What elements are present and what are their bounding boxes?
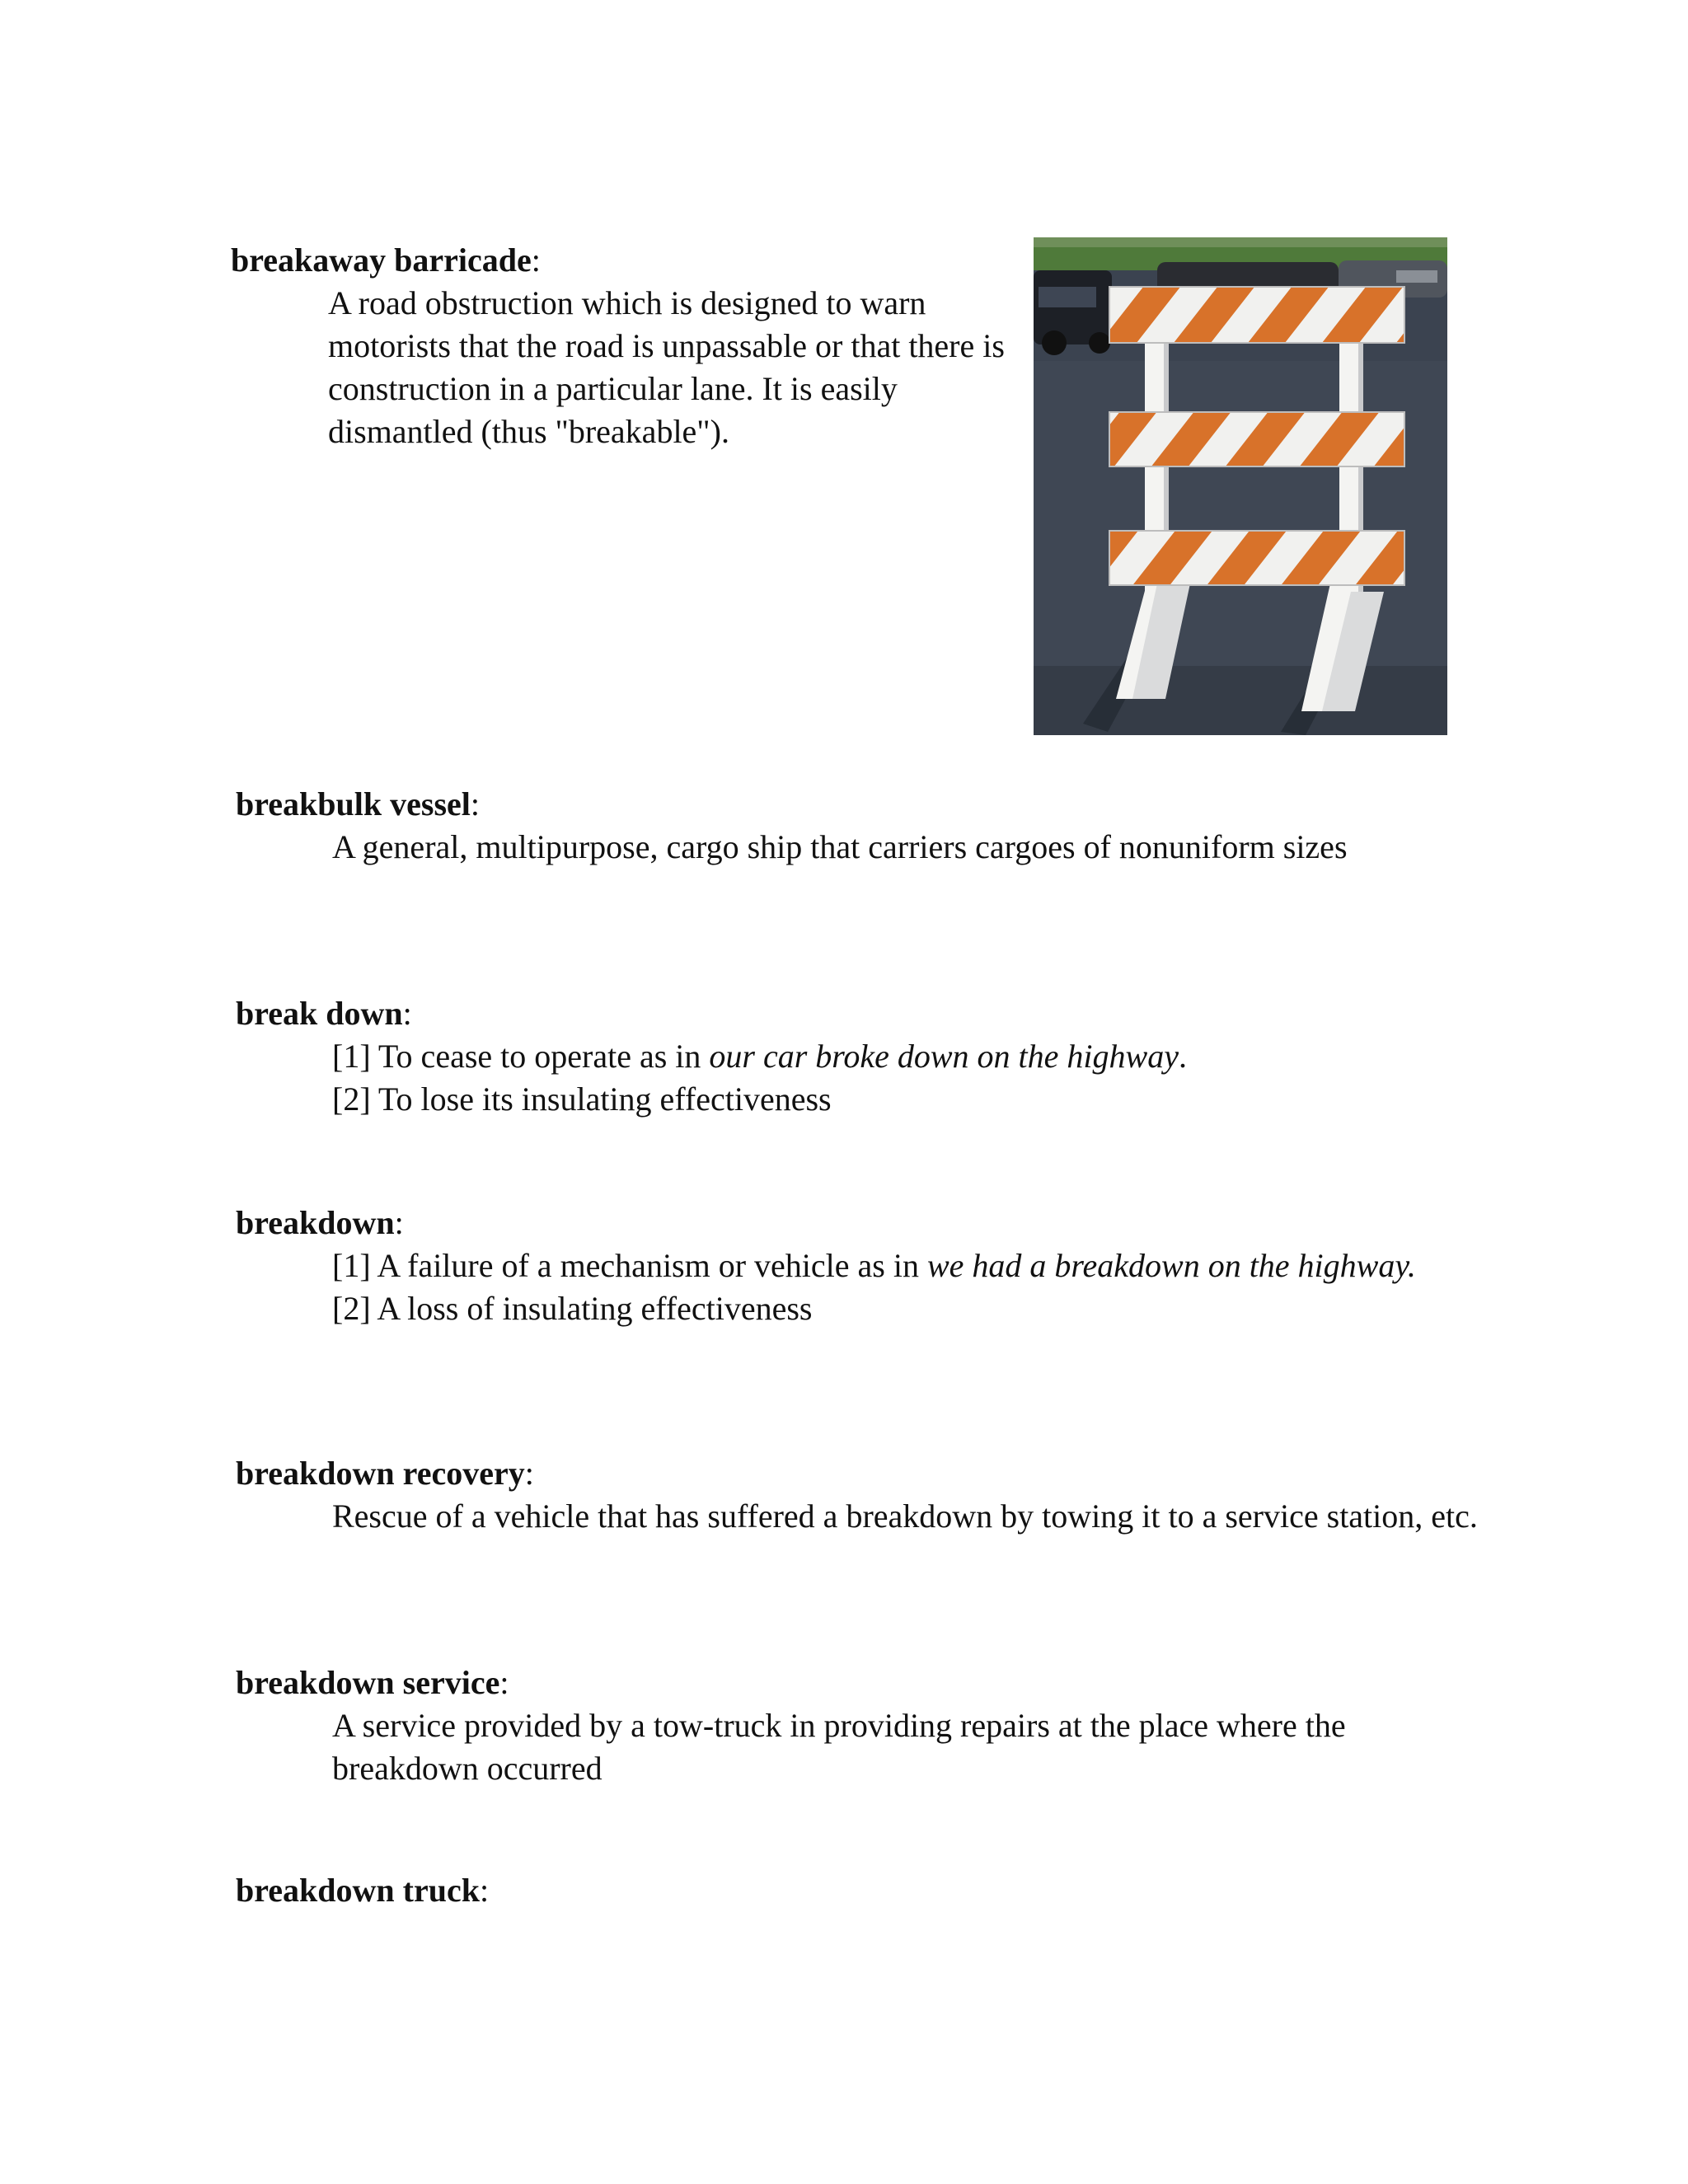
definition-text: A service provided by a tow-truck in providing repairs at the place where the breakdown occurred (332, 1707, 1346, 1787)
entry-term-breakdown-service: breakdown service: (236, 1664, 509, 1701)
definition-sense-1: [1] To cease to operate as in our car broke down on the highway. (332, 1038, 1187, 1075)
entry-definition-breakdown (332, 1244, 1453, 1330)
definition-sense-2: [2] To lose its insulating effectiveness (332, 1080, 832, 1118)
entry-definition-breakbulk-vessel (332, 826, 1453, 869)
entry-term-breakdown-truck: breakdown truck: (236, 1872, 490, 1909)
entry-term-break-down: break down: (236, 995, 412, 1032)
definition-text: A general, multipurpose, cargo ship that carriers cargoes of nonuniform sizes (332, 828, 1348, 865)
entry-term-breakdown-recovery: breakdown recovery: (236, 1455, 534, 1492)
entry-term-breakaway-barricade: breakaway barricade: (231, 241, 541, 279)
entry-definition-breakdown-recovery (332, 1495, 1478, 1538)
definition-text: Rescue of a vehicle that has suffered a breakdown by towing it to a service station, etc. (332, 1497, 1478, 1535)
entry-definition-breakdown-service (332, 1704, 1453, 1790)
entry-definition-breakaway-barricade (328, 282, 1020, 453)
entry-term-breakdown: breakdown: (236, 1204, 404, 1241)
definition-sense-2: [2] A loss of insulating effectiveness (332, 1290, 813, 1327)
definition-sense-1: [1] A failure of a mechanism or vehicle as in we had a breakdown on the highway. (332, 1247, 1416, 1284)
definition-text: A road obstruction which is designed to warn motorists that the road is unpassable or that there is construction in a particular lane. It is easily dismantled (thus "breakable"). (328, 284, 1005, 450)
entry-definition-break-down (332, 1035, 1486, 1121)
entry-term-breakbulk-vessel: breakbulk vessel: (236, 785, 481, 823)
barricade-photo (1034, 237, 1447, 735)
barricade-illustration (1034, 237, 1447, 735)
